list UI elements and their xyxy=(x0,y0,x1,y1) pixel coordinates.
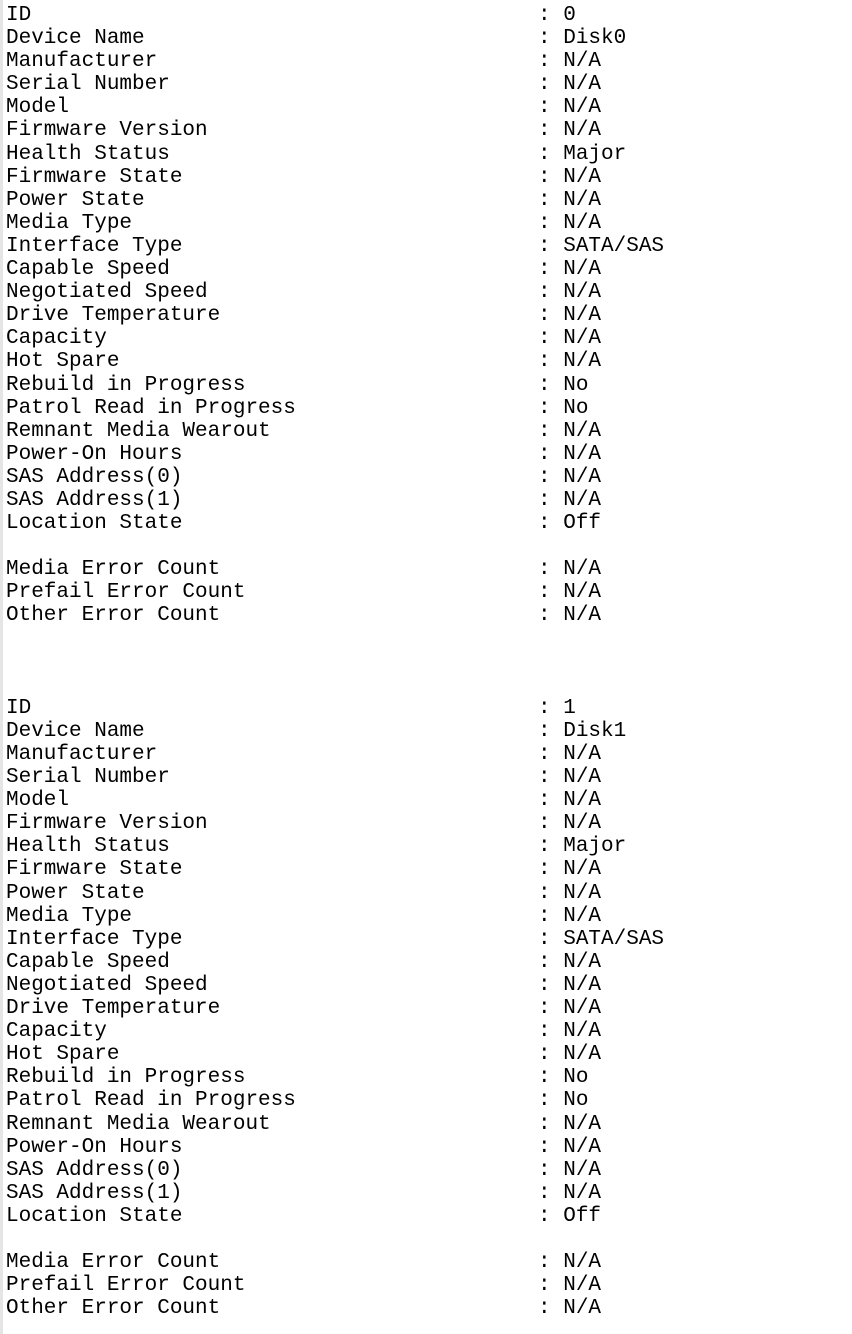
field-label: Other Error Count xyxy=(6,604,221,628)
field-value: N/A xyxy=(563,997,602,1021)
field-row xyxy=(6,928,852,951)
field-value: N/A xyxy=(563,904,602,928)
field-value: N/A xyxy=(563,96,602,120)
field-row xyxy=(6,835,852,858)
field-row xyxy=(6,1274,852,1297)
field-value: N/A xyxy=(563,304,602,328)
field-separator: : xyxy=(538,188,564,212)
field-row xyxy=(6,558,852,581)
field-value: Major xyxy=(563,142,627,166)
field-separator: : xyxy=(538,1158,564,1182)
field-separator: : xyxy=(538,1297,564,1321)
field-separator: : xyxy=(538,835,564,859)
field-value: N/A xyxy=(563,1043,602,1067)
field-value: Off xyxy=(563,1204,602,1228)
field-value: N/A xyxy=(563,743,602,767)
field-value: No xyxy=(563,1089,589,1113)
field-row xyxy=(6,974,852,997)
field-value: N/A xyxy=(563,973,602,997)
field-label: Interface Type xyxy=(6,927,183,951)
field-label: Power State xyxy=(6,188,145,212)
field-value: N/A xyxy=(563,950,602,974)
field-separator: : xyxy=(538,743,564,767)
field-label: SAS Address(0) xyxy=(6,1158,183,1182)
field-value: N/A xyxy=(563,350,602,374)
field-separator: : xyxy=(538,234,564,258)
field-value: N/A xyxy=(563,258,602,282)
field-separator: : xyxy=(538,96,564,120)
field-row xyxy=(6,466,852,489)
field-label: Device Name xyxy=(6,27,145,51)
field-separator: : xyxy=(538,1043,564,1067)
field-row xyxy=(6,951,852,974)
field-separator: : xyxy=(538,1020,564,1044)
field-value: Disk0 xyxy=(563,27,627,51)
field-separator: : xyxy=(538,558,564,582)
block-gap xyxy=(6,628,852,697)
field-separator: : xyxy=(538,488,564,512)
field-row xyxy=(6,374,852,397)
field-value: Major xyxy=(563,835,627,859)
field-label: Patrol Read in Progress xyxy=(6,396,296,420)
field-separator: : xyxy=(538,719,564,743)
field-row xyxy=(6,1251,852,1274)
field-label: Media Error Count xyxy=(6,558,221,582)
field-value: N/A xyxy=(563,1158,602,1182)
field-label: SAS Address(0) xyxy=(6,465,183,489)
field-label: Firmware State xyxy=(6,858,183,882)
field-row xyxy=(6,327,852,350)
field-separator: : xyxy=(538,789,564,813)
left-gutter xyxy=(0,0,3,1334)
field-row xyxy=(6,212,852,235)
field-value: N/A xyxy=(563,789,602,813)
field-separator: : xyxy=(538,904,564,928)
field-separator: : xyxy=(538,512,564,536)
field-label: Serial Number xyxy=(6,73,170,97)
field-row xyxy=(6,27,852,50)
field-row xyxy=(6,350,852,373)
field-row xyxy=(6,96,852,119)
field-separator: : xyxy=(538,396,564,420)
field-value: N/A xyxy=(563,1020,602,1044)
field-label: Manufacturer xyxy=(6,743,158,767)
field-label: Media Type xyxy=(6,211,133,235)
field-value: N/A xyxy=(563,465,602,489)
field-value: SATA/SAS xyxy=(563,927,665,951)
field-label: Health Status xyxy=(6,835,170,859)
field-label: Device Name xyxy=(6,719,145,743)
field-separator: : xyxy=(538,119,564,143)
field-row xyxy=(6,4,852,27)
field-row xyxy=(6,143,852,166)
field-value: N/A xyxy=(563,165,602,189)
field-value: 1 xyxy=(563,696,576,720)
field-separator: : xyxy=(538,881,564,905)
field-row xyxy=(6,1205,852,1228)
field-separator: : xyxy=(538,1089,564,1113)
field-label: Prefail Error Count xyxy=(6,581,246,605)
disk-blocks-container xyxy=(6,4,852,1320)
field-separator: : xyxy=(538,211,564,235)
field-separator: : xyxy=(538,350,564,374)
field-separator: : xyxy=(538,4,564,27)
field-label: Firmware Version xyxy=(6,119,208,143)
field-label: SAS Address(1) xyxy=(6,1181,183,1205)
disk-block xyxy=(6,4,852,628)
field-value: N/A xyxy=(563,119,602,143)
field-label: Power State xyxy=(6,881,145,905)
field-row xyxy=(6,1043,852,1066)
field-separator: : xyxy=(538,973,564,997)
field-separator: : xyxy=(538,165,564,189)
field-label: Capable Speed xyxy=(6,258,170,282)
field-value: Disk1 xyxy=(563,719,627,743)
field-label: Media Error Count xyxy=(6,1251,221,1275)
field-separator: : xyxy=(538,50,564,74)
field-label: Hot Spare xyxy=(6,1043,120,1067)
field-separator: : xyxy=(538,997,564,1021)
field-row xyxy=(6,858,852,881)
field-separator: : xyxy=(538,27,564,51)
field-value: N/A xyxy=(563,858,602,882)
field-separator: : xyxy=(538,927,564,951)
field-separator: : xyxy=(538,304,564,328)
field-row xyxy=(6,235,852,258)
field-row xyxy=(6,789,852,812)
field-row xyxy=(6,604,852,627)
field-label: Power-On Hours xyxy=(6,442,183,466)
field-row xyxy=(6,882,852,905)
field-row xyxy=(6,50,852,73)
field-row xyxy=(6,581,852,604)
field-separator: : xyxy=(538,581,564,605)
field-value: N/A xyxy=(563,442,602,466)
disk-block xyxy=(6,697,852,1321)
field-label: Capacity xyxy=(6,327,107,351)
field-separator: : xyxy=(538,950,564,974)
field-label: Location State xyxy=(6,512,183,536)
field-separator: : xyxy=(538,142,564,166)
field-value: N/A xyxy=(563,766,602,790)
field-row xyxy=(6,1113,852,1136)
field-label: Rebuild in Progress xyxy=(6,373,246,397)
field-separator: : xyxy=(538,281,564,305)
field-value: N/A xyxy=(563,558,602,582)
field-separator: : xyxy=(538,419,564,443)
field-row xyxy=(6,258,852,281)
field-separator: : xyxy=(538,1251,564,1275)
field-value: No xyxy=(563,396,589,420)
field-value: N/A xyxy=(563,419,602,443)
field-row xyxy=(6,304,852,327)
field-value: N/A xyxy=(563,1181,602,1205)
field-row xyxy=(6,489,852,512)
field-row xyxy=(6,189,852,212)
field-separator: : xyxy=(538,73,564,97)
field-label: Firmware Version xyxy=(6,812,208,836)
field-label: Location State xyxy=(6,1204,183,1228)
field-row xyxy=(6,73,852,96)
field-label: Health Status xyxy=(6,142,170,166)
field-row xyxy=(6,743,852,766)
field-label: Serial Number xyxy=(6,766,170,790)
field-label: ID xyxy=(6,696,32,720)
field-row xyxy=(6,1297,852,1320)
field-value: N/A xyxy=(563,1274,602,1298)
field-value: N/A xyxy=(563,281,602,305)
section-gap xyxy=(6,1228,852,1251)
field-value: SATA/SAS xyxy=(563,234,665,258)
field-label: ID xyxy=(6,4,32,27)
field-value: N/A xyxy=(563,581,602,605)
field-row xyxy=(6,766,852,789)
field-row xyxy=(6,443,852,466)
field-label: Firmware State xyxy=(6,165,183,189)
field-label: Model xyxy=(6,96,70,120)
field-value: N/A xyxy=(563,188,602,212)
field-row xyxy=(6,512,852,535)
field-value: N/A xyxy=(563,211,602,235)
field-label: Prefail Error Count xyxy=(6,1274,246,1298)
field-label: Negotiated Speed xyxy=(6,973,208,997)
field-label: SAS Address(1) xyxy=(6,488,183,512)
field-value: No xyxy=(563,373,589,397)
field-row xyxy=(6,905,852,928)
field-value: N/A xyxy=(563,812,602,836)
field-row xyxy=(6,1136,852,1159)
field-separator: : xyxy=(538,696,564,720)
field-label: Media Type xyxy=(6,904,133,928)
field-separator: : xyxy=(538,1135,564,1159)
field-separator: : xyxy=(538,812,564,836)
field-label: Power-On Hours xyxy=(6,1135,183,1159)
field-label: Capacity xyxy=(6,1020,107,1044)
field-separator: : xyxy=(538,1066,564,1090)
field-separator: : xyxy=(538,258,564,282)
field-row xyxy=(6,166,852,189)
field-separator: : xyxy=(538,604,564,628)
field-row xyxy=(6,397,852,420)
field-label: Remnant Media Wearout xyxy=(6,419,271,443)
field-value: N/A xyxy=(563,50,602,74)
section-gap xyxy=(6,535,852,558)
field-label: Negotiated Speed xyxy=(6,281,208,305)
field-label: Capable Speed xyxy=(6,950,170,974)
field-label: Manufacturer xyxy=(6,50,158,74)
field-separator: : xyxy=(538,1181,564,1205)
field-row xyxy=(6,1159,852,1182)
field-row xyxy=(6,1066,852,1089)
field-row xyxy=(6,1182,852,1205)
field-separator: : xyxy=(538,1274,564,1298)
field-label: Drive Temperature xyxy=(6,304,221,328)
field-label: Remnant Media Wearout xyxy=(6,1112,271,1136)
field-value: No xyxy=(563,1066,589,1090)
field-value: N/A xyxy=(563,488,602,512)
field-value: N/A xyxy=(563,1297,602,1321)
field-value: Off xyxy=(563,512,602,536)
field-value: N/A xyxy=(563,73,602,97)
field-label: Patrol Read in Progress xyxy=(6,1089,296,1113)
field-value: 0 xyxy=(563,4,576,27)
field-row xyxy=(6,997,852,1020)
field-separator: : xyxy=(538,766,564,790)
field-separator: : xyxy=(538,465,564,489)
field-separator: : xyxy=(538,1204,564,1228)
field-row xyxy=(6,720,852,743)
field-label: Interface Type xyxy=(6,234,183,258)
field-label: Hot Spare xyxy=(6,350,120,374)
field-label: Rebuild in Progress xyxy=(6,1066,246,1090)
field-label: Model xyxy=(6,789,70,813)
field-value: N/A xyxy=(563,881,602,905)
field-separator: : xyxy=(538,442,564,466)
field-label: Other Error Count xyxy=(6,1297,221,1321)
field-separator: : xyxy=(538,327,564,351)
field-value: N/A xyxy=(563,1135,602,1159)
field-row xyxy=(6,1020,852,1043)
field-value: N/A xyxy=(563,1112,602,1136)
field-label: Drive Temperature xyxy=(6,997,221,1021)
field-separator: : xyxy=(538,373,564,397)
field-row xyxy=(6,119,852,142)
field-row xyxy=(6,697,852,720)
field-separator: : xyxy=(538,858,564,882)
field-separator: : xyxy=(538,1112,564,1136)
field-value: N/A xyxy=(563,1251,602,1275)
field-row xyxy=(6,281,852,304)
field-row xyxy=(6,420,852,443)
field-value: N/A xyxy=(563,604,602,628)
field-value: N/A xyxy=(563,327,602,351)
field-row xyxy=(6,1089,852,1112)
field-row xyxy=(6,812,852,835)
